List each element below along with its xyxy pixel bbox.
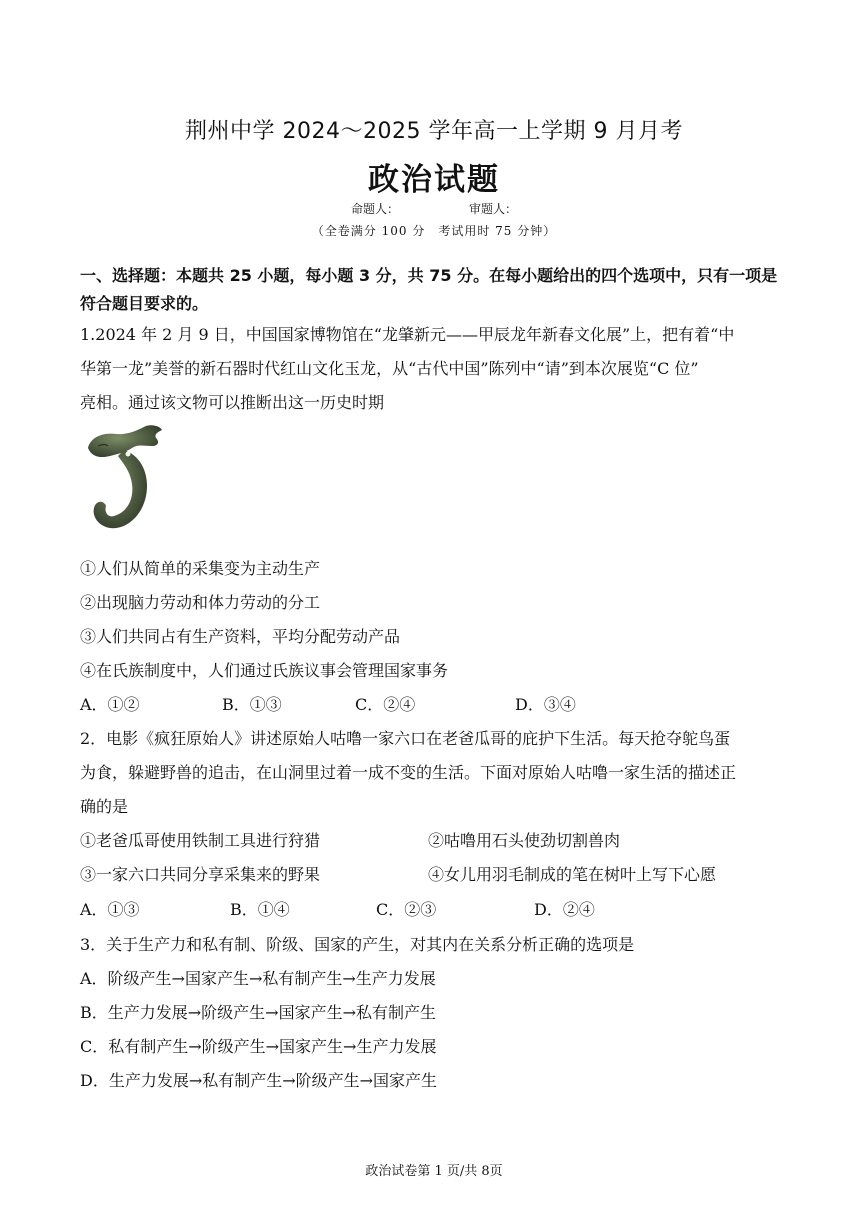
q2-stem-line-1: 2．电影《疯狂原始人》讲述原始人咕噜一家六口在老爸瓜哥的庇护下生活。每天抢夺鸵鸟蛋 [80,729,731,748]
q3-option-a[interactable]: A．阶级产生→国家产生→私有制产生→生产力发展 [80,969,436,988]
q1-stem-line-1: 1.2024 年 2 月 9 日，中国国家博物馆在“龙肇新元——甲辰龙年新春文化展”上，把有着“中 [80,325,735,344]
section-heading: 一、选择题：本题共 25 小题，每小题 3 分，共 75 分。在每小题给出的四个选项中，只有一项是符合题目要求的。 [80,266,778,313]
q3-stem: 3．关于生产力和私有制、阶级、国家的产生，对其内在关系分析正确的选项是 [80,935,635,954]
subject-title: 政治试题 [368,162,500,198]
setter-label: 命题人： [350,202,399,216]
q1-option-a[interactable]: A．①② [80,695,140,714]
exam-info: （全卷满分 100 分 考试用时 75 分钟） [311,224,557,238]
reviewer-label: 审题人： [469,202,518,216]
author-line [0,200,868,217]
q2-stem-line-3: 确的是 [80,797,129,816]
q1-item-3: ③人们共同占有生产资料，平均分配劳动产品 [80,627,401,646]
q2-option-d[interactable]: D．②④ [534,900,595,919]
q1-option-b[interactable]: B．①③ [222,695,282,714]
q3-option-c[interactable]: C．私有制产生→阶级产生→国家产生→生产力发展 [80,1037,437,1056]
q3-option-b[interactable]: B．生产力发展→阶级产生→国家产生→私有制产生 [80,1003,436,1022]
q1-stem-line-2: 华第一龙”美誉的新石器时代红山文化玉龙，从“古代中国”陈列中“请”到本次展览“C 位” [80,359,699,378]
q2-item-3: ③一家六口共同分享采集来的野果 [80,865,321,884]
jade-dragon-image [80,420,170,540]
q2-item-4: ④女儿用羽毛制成的笔在树叶上写下心愿 [428,865,717,884]
q1-item-4: ④在氏族制度中，人们通过氏族议事会管理国家事务 [80,661,449,680]
q2-option-b[interactable]: B．①④ [230,900,290,919]
page-footer: 政治试卷第 1 页/共 8页 [365,1164,503,1179]
q3-option-d[interactable]: D．生产力发展→私有制产生→阶级产生→国家产生 [80,1071,438,1090]
exam-title: 荆州中学 2024～2025 学年高一上学期 9 月月考 [185,119,683,144]
q1-item-1: ①人们从简单的采集变为主动生产 [80,559,321,578]
q2-option-a[interactable]: A．①③ [80,900,140,919]
q2-stem-line-2: 为食，躲避野兽的追击，在山洞里过着一成不变的生活。下面对原始人咕噜一家生活的描述正 [80,763,737,782]
q2-item-1: ①老爸瓜哥使用铁制工具进行狩猎 [80,831,321,850]
q1-option-c[interactable]: C．②④ [355,695,416,714]
q1-option-d[interactable]: D．③④ [515,695,576,714]
q2-option-c[interactable]: C．②③ [376,900,437,919]
q2-item-2: ②咕噜用石头使劲切割兽肉 [428,831,621,850]
q1-stem-line-3: 亮相。通过该文物可以推断出这一历史时期 [80,393,385,412]
q1-item-2: ②出现脑力劳动和体力劳动的分工 [80,593,321,612]
